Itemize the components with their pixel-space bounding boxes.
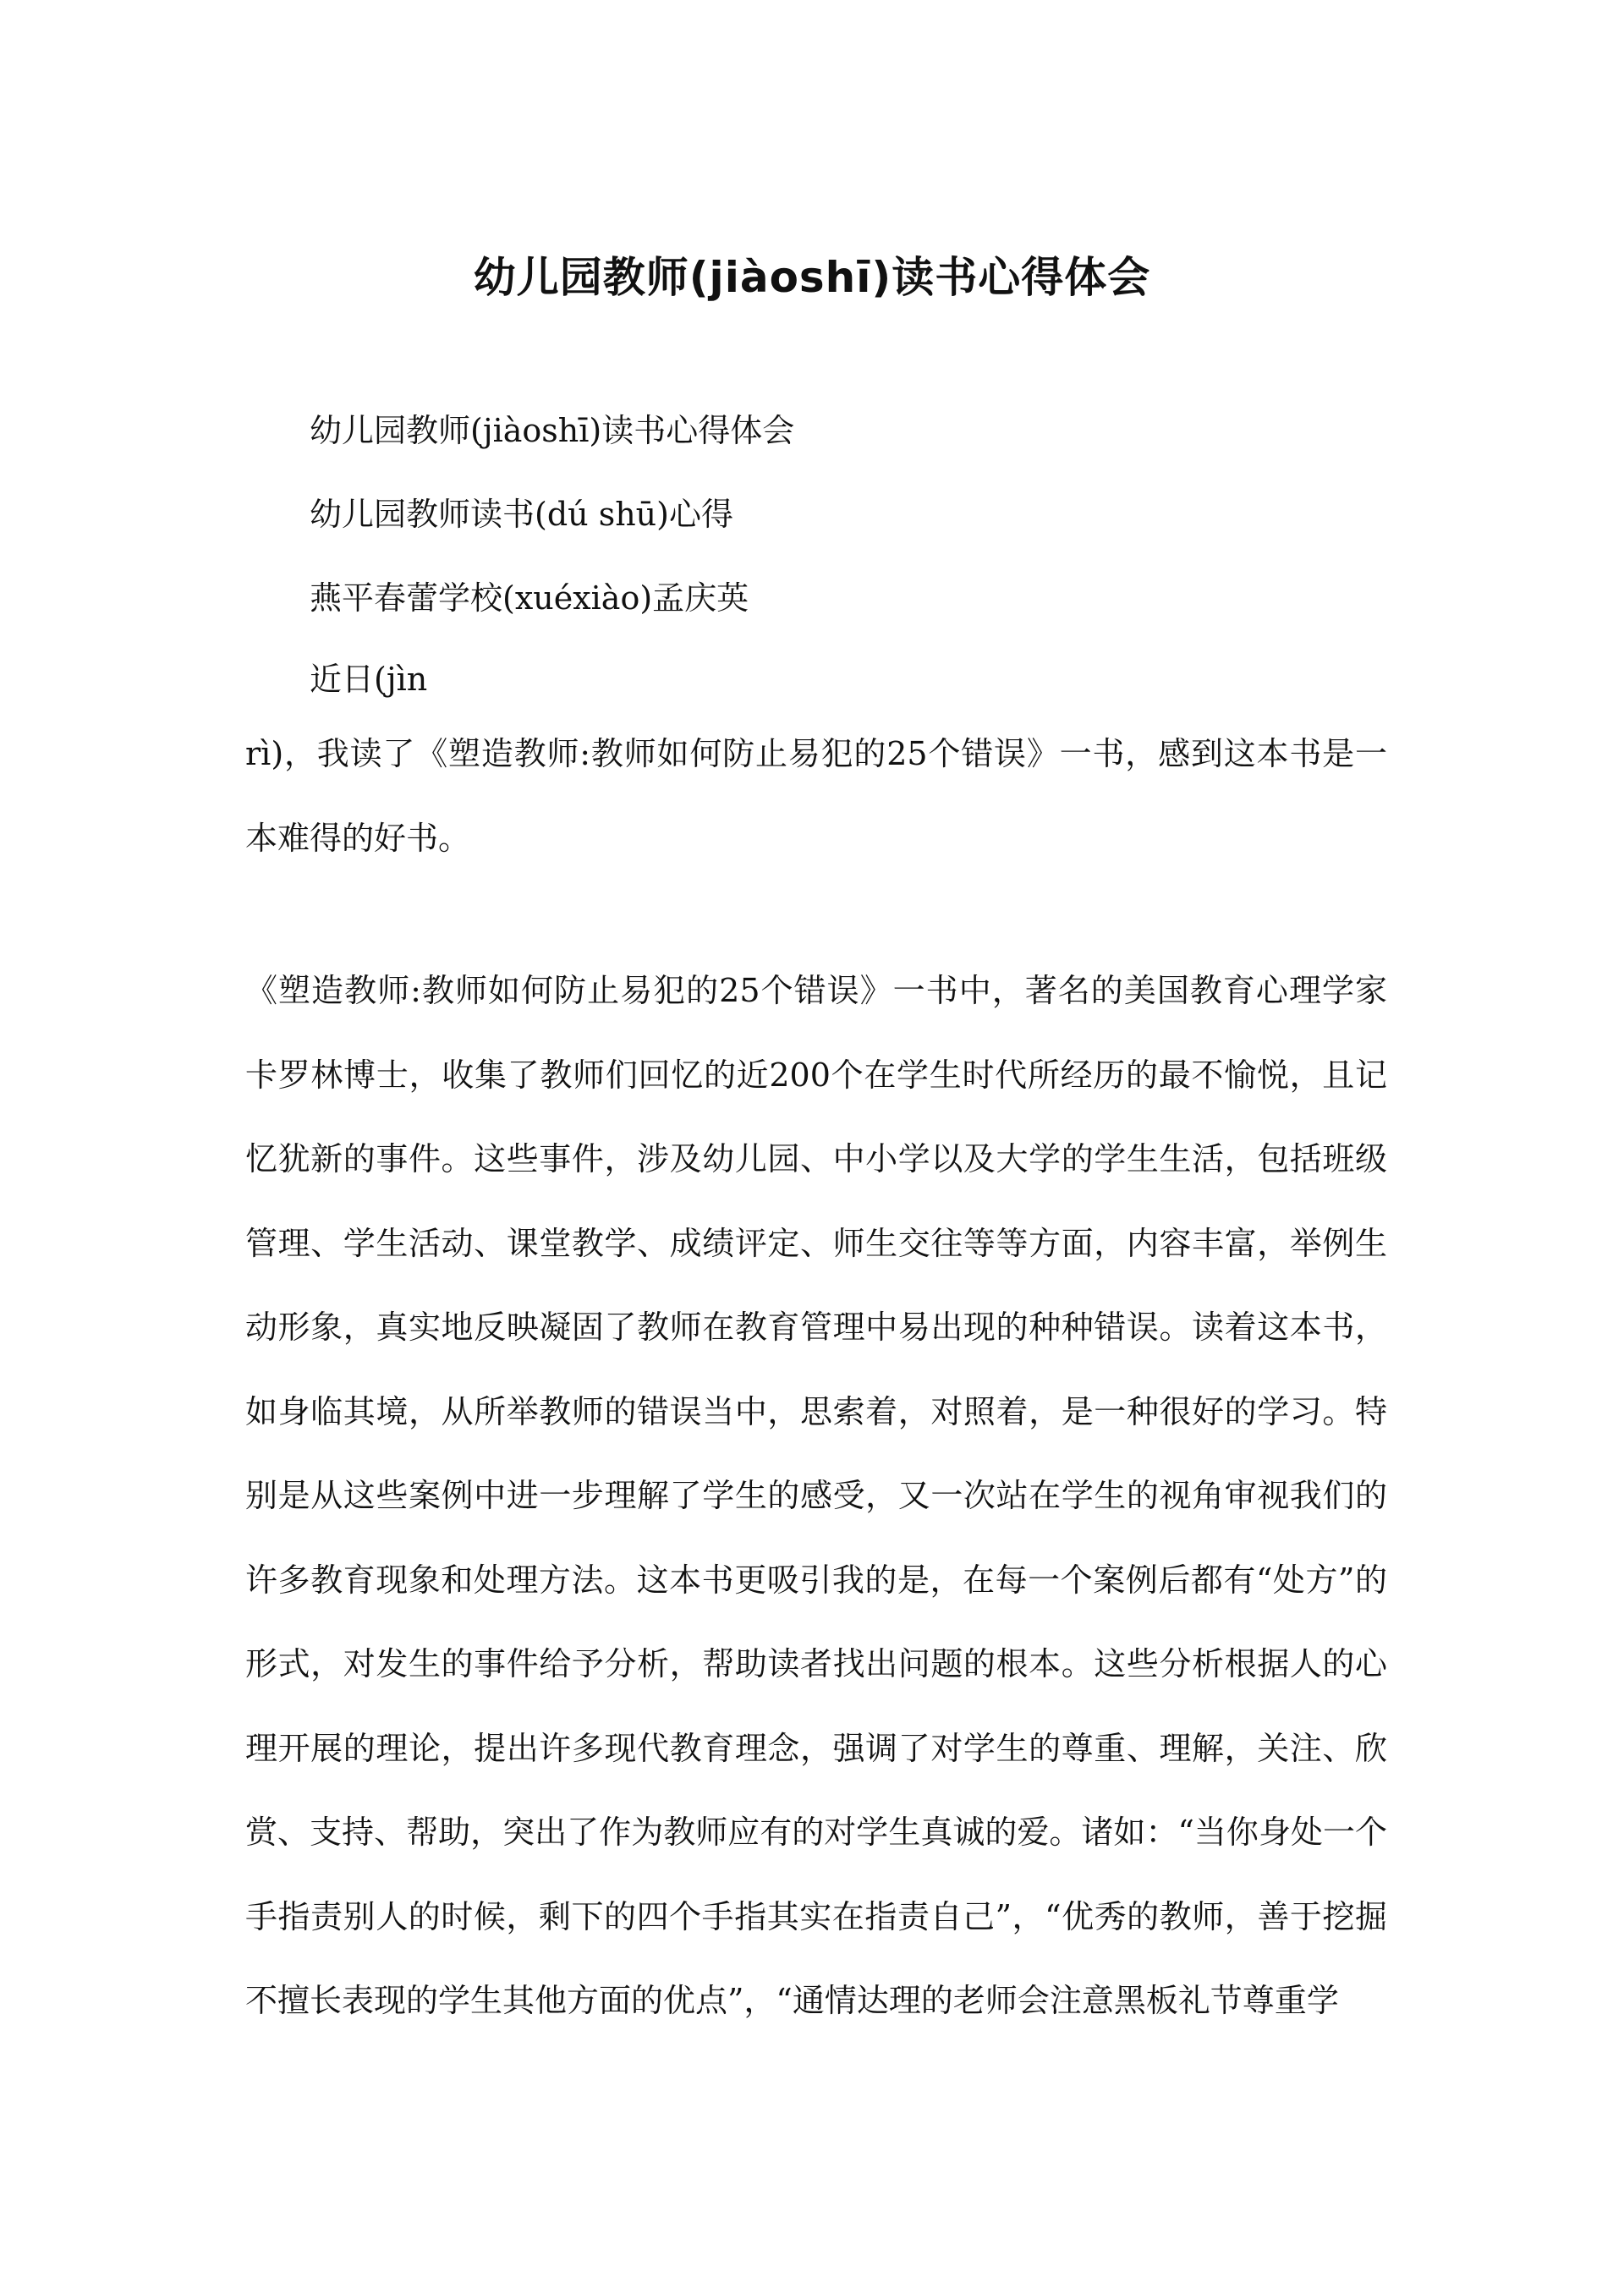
- header-line-subtitle: 幼儿园教师读书(dú shū)心得: [310, 496, 733, 533]
- intro-paragraph: rì)，我读了《塑造教师:教师如何防止易犯的25个错误》一书，感到这本书是一本难得的好书。: [245, 735, 1387, 857]
- header-line-author: 燕平春蕾学校(xuéxiào)孟庆英: [310, 579, 749, 617]
- header-line-date-start: 近日(jìn: [310, 661, 428, 698]
- document-title: 幼儿园教师(jiàoshī)读书心得体会: [473, 253, 1151, 302]
- header-line-title: 幼儿园教师(jiàoshī)读书心得体会: [310, 412, 795, 449]
- body-paragraph: 《塑造教师:教师如何防止易犯的25个错误》一书中，著名的美国教育心理学家卡罗林博士，收集了教师们回忆的近200个在学生时代所经历的最不愉悦，且记忆犹新的事件。这些事件，涉及幼儿园、中小学以及大学的学生生活，包括班级管理、学生活动、课堂教学、成绩评定、师生交往等等方面，内容丰富，举例生动形象，真实地反映凝固了教师在教育管理中易出现的种种错误。读着这本书，如身临其境，从所举教师的错误当中，思索着，对照着，是一种很好的学习。特别是从这些案例中进一步理解了学生的感受，又一次站在学生的视角审视我们的许多教育现象和处理方法。这本书更吸引我的是，在每一个案例后都有“处方”的形式，对发生的事件给予分析，帮助读者找出问题的根本。这些分析根据人的心理开展的理论，提出许多现代教育理念，强调了对学生的尊重、理解，关注、欣赏、支持、帮助，突出了作为教师应有的对学生真诚的爱。诸如：“当你身处一个手指责别人的时候，剩下的四个手指其实在指责自己”，“优秀的教师，善于挖掘不擅长表现的学生其他方面的优点”，“通情达理的老师会注意黑板礼节尊重学: [245, 972, 1387, 2019]
